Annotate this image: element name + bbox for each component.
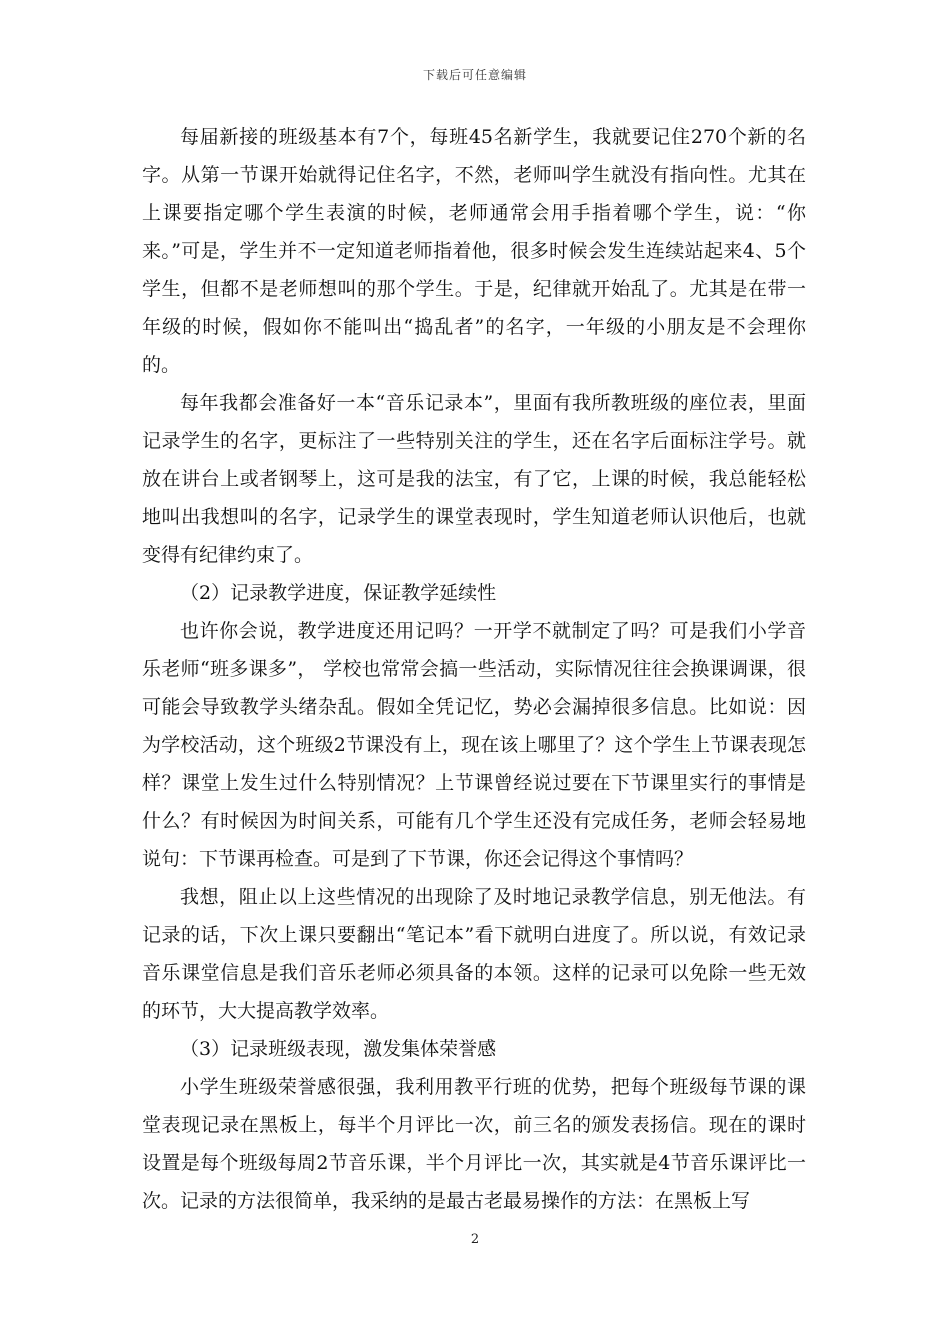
document-body xyxy=(142,118,806,1220)
paragraph-2: 每年我都会准备好一本“音乐记录本”，里面有我所教班级的座位表，里面记录学生的名字，更标注了一些特别关注的学生，还在名字后面标注学号。就放在讲台上或者钢琴上，这可是我的法宝，有了它，上课的时候，我总能轻松地叫出我想叫的名字，记录学生的课堂表现时，学生知道老师认识他后，也就变得有纪律约束了。 xyxy=(142,392,806,566)
section-heading-3: （3）记录班级表现，激发集体荣誉感 xyxy=(180,1038,497,1060)
page-number: 2 xyxy=(470,1232,480,1247)
paragraph-4: 我想，阻止以上这些情况的出现除了及时地记录教学信息，别无他法。有记录的话，下次上课只要翻出“笔记本”看下就明白进度了。所以说，有效记录音乐课堂信息是我们音乐老师必须具备的本领。这样的记录可以免除一些无效的环节，大大提高教学效率。 xyxy=(142,886,806,1022)
page-header: 下载后可任意编辑 xyxy=(422,68,527,82)
section-heading-2: （2）记录教学进度，保证教学延续性 xyxy=(180,582,497,604)
paragraph-1: 每届新接的班级基本有7个，每班45名新学生，我就要记住270个新的名字。从第一节课开始就得记住名字，不然，老师叫学生就没有指向性。尤其在上课要指定哪个学生表演的时候，老师通常会用手指着哪个学生，说：“你来。”可是，学生并不一定知道老师指着他，很多时候会发生连续站起来4、5个学生，但都不是老师想叫的那个学生。于是，纪律就开始乱了。尤其是在带一年级的时候，假如你不能叫出“捣乱者”的名字，一年级的小朋友是不会理你的。 xyxy=(142,126,806,376)
paragraph-3: 也许你会说，教学进度还用记吗？一开学不就制定了吗？可是我们小学音乐老师“班多课多”， 学校也常常会搞一些活动，实际情况往往会换课调课，很可能会导致教学头绪杂乱。假如全凭记忆，势必会漏掉很多信息。比如说：因为学校活动，这个班级2节课没有上，现在该上哪里了？这个学生上节课表现怎样？课堂上发生过什么特别情况？上节课曾经说过要在下节课里实行的事情是什么？有时候因为时间关系，可能有几个学生还没有完成任务，老师会轻易地说句：下节课再检查。可是到了下节课，你还会记得这个事情吗？ xyxy=(142,620,806,870)
paragraph-5: 小学生班级荣誉感很强，我利用教平行班的优势，把每个班级每节课的课堂表现记录在黑板上，每半个月评比一次，前三名的颁发表扬信。现在的课时设置是每个班级每周2节音乐课，半个月评比一次，其实就是4节音乐课评比一次。记录的方法很简单，我采纳的是最古老最易操作的方法：在黑板上写 xyxy=(142,1076,806,1212)
